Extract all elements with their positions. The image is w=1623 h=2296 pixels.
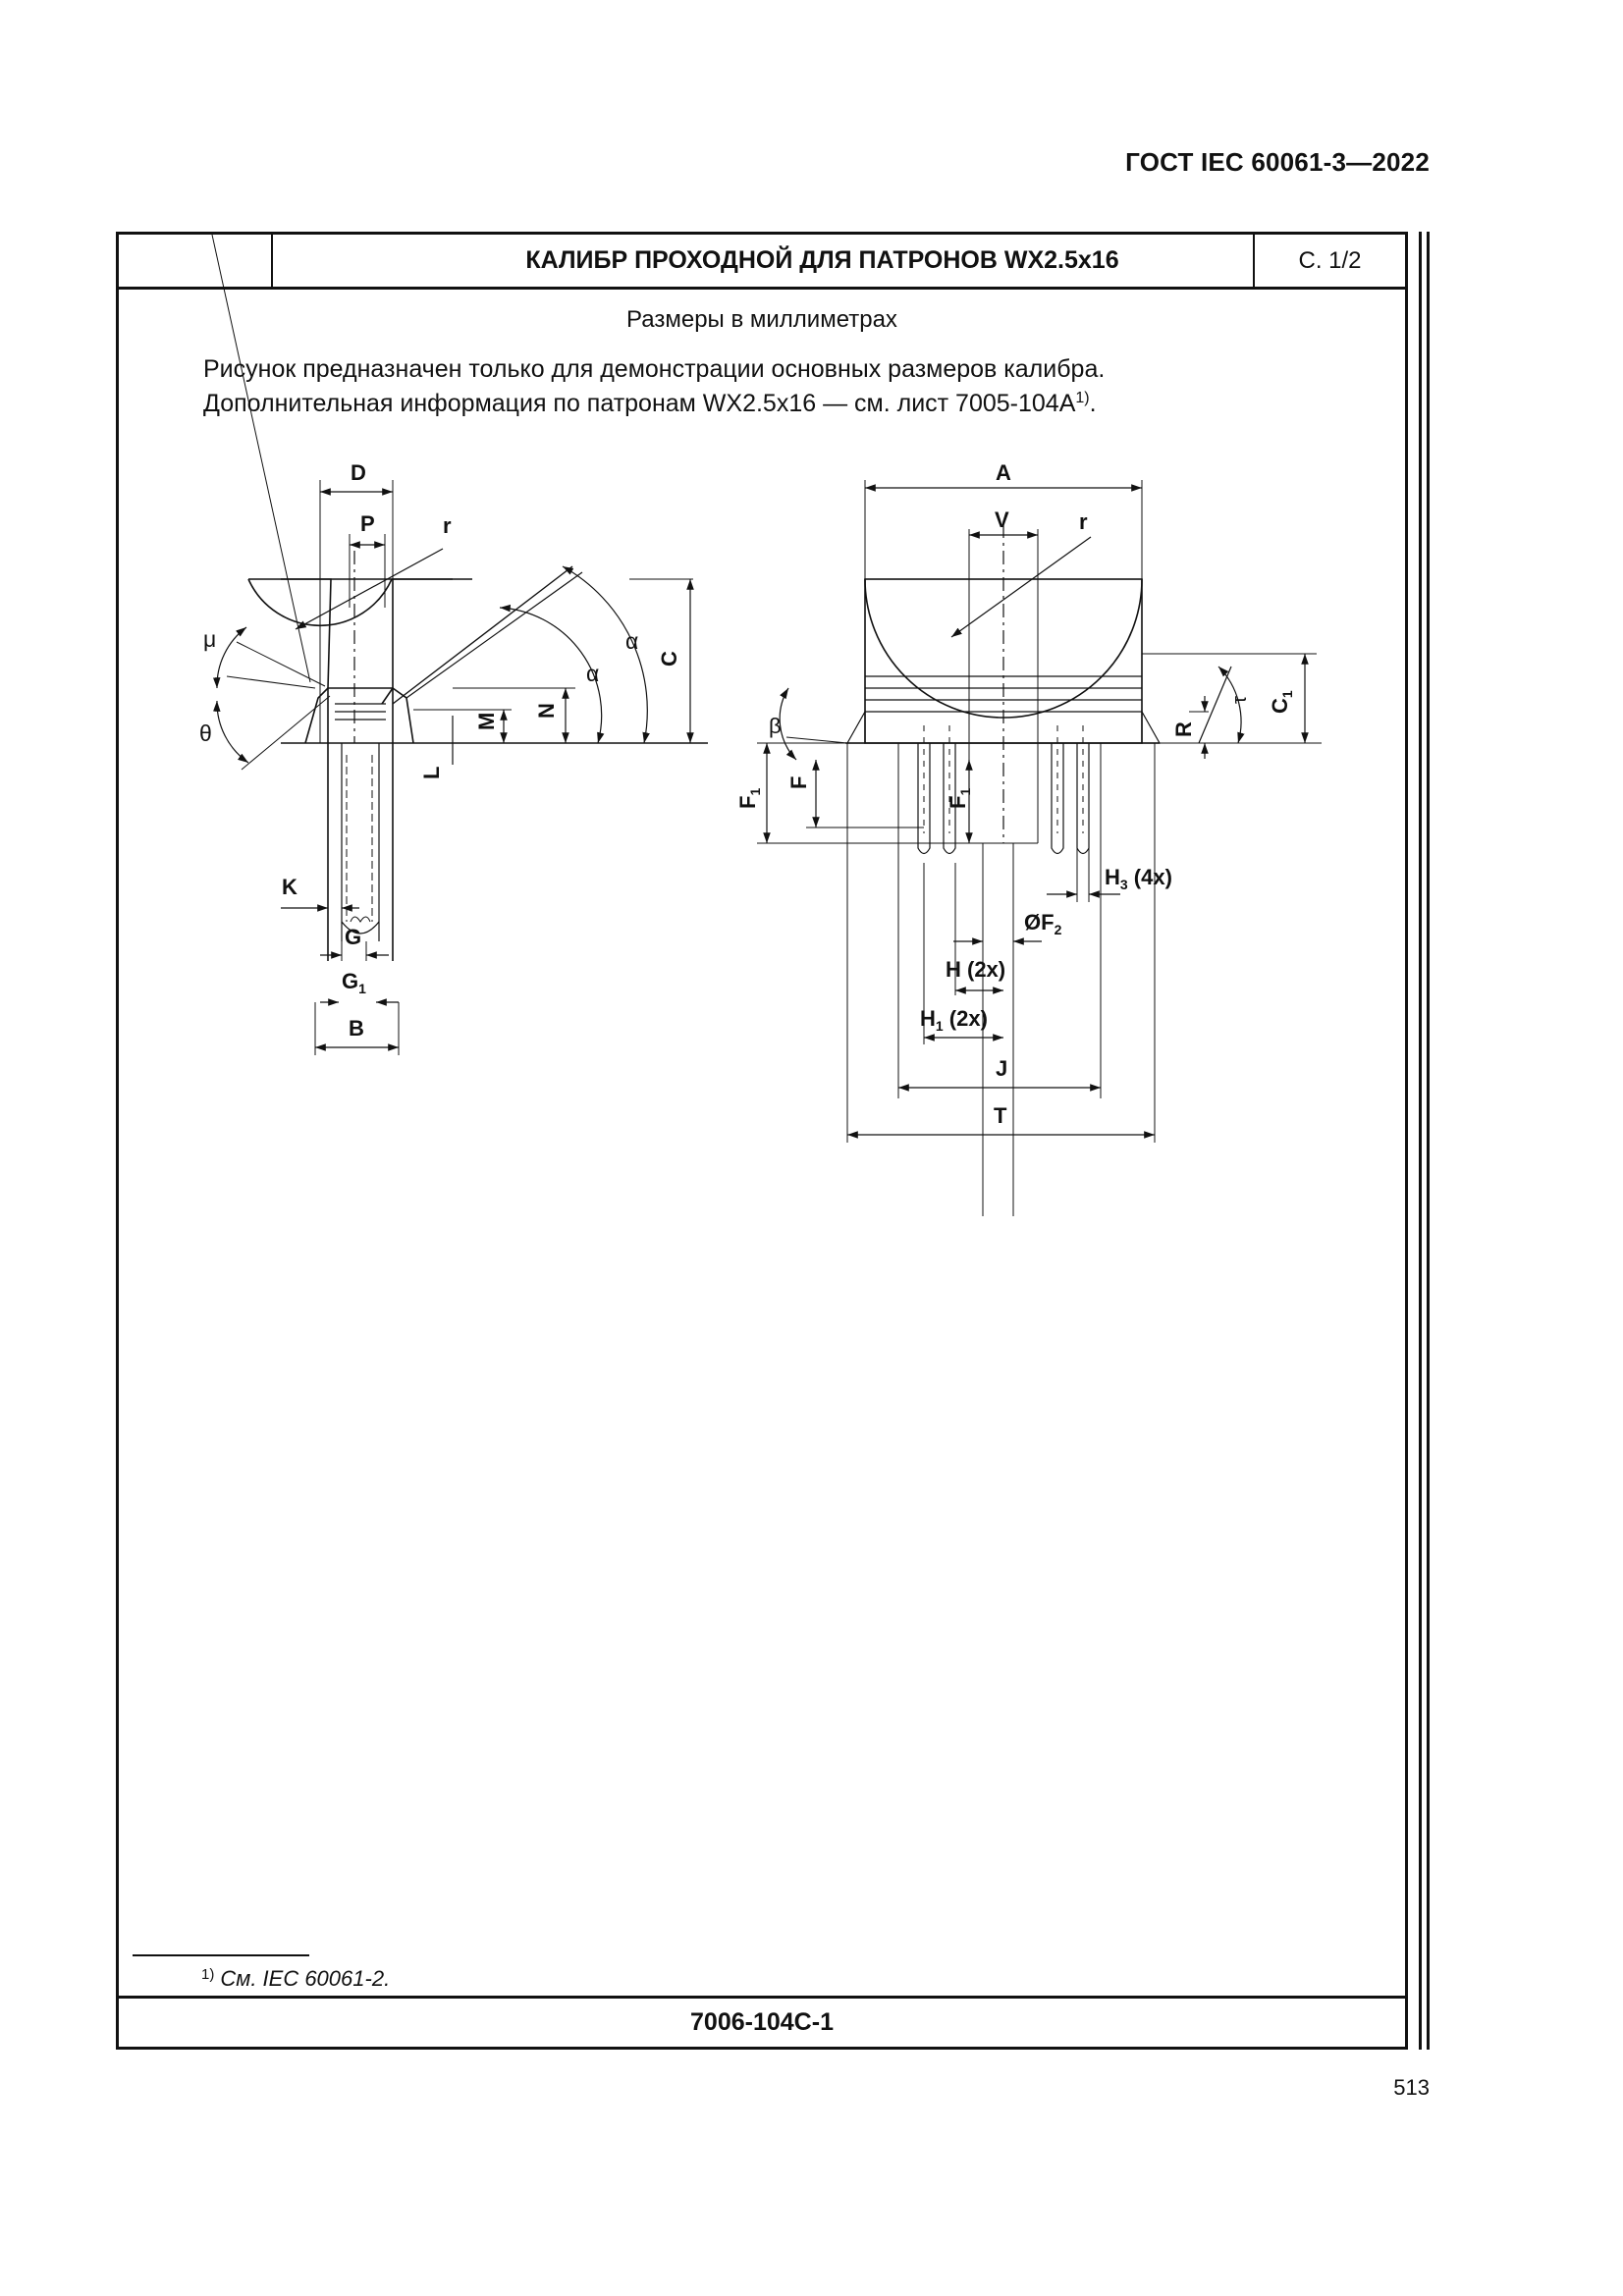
label-F2: $ØF_2$ — [1024, 910, 1062, 937]
units-note: Размеры в миллиметрах — [626, 306, 897, 333]
sheet-number: 7006-104C-1 — [119, 1996, 1405, 2047]
footnote-marker: 1) — [201, 1966, 215, 1983]
gauge-drawing — [119, 235, 1405, 1216]
label-F1-inner: $F_1$ — [946, 787, 973, 809]
label-F1-outer: $F_1$ — [735, 787, 763, 809]
label-K: K — [282, 875, 298, 899]
standard-designation: ГОСТ IEC 60061-3—2022 — [1125, 147, 1430, 177]
label-mu: μ — [203, 626, 217, 652]
sheet-title: КАЛИБР ПРОХОДНОЙ ДЛЯ ПАТРОНОВ WX2.5x16 — [525, 246, 1119, 274]
label-T: T — [994, 1103, 1007, 1128]
right-view — [735, 460, 1322, 1216]
footnote-separator — [133, 1954, 309, 1956]
label-tau: τ — [1229, 696, 1251, 704]
label-D: D — [351, 460, 366, 485]
label-right-r: r — [1079, 509, 1088, 534]
page-number: 513 — [1393, 2075, 1430, 2100]
left-view — [199, 235, 708, 1055]
label-H1: $H_1$ (2x) — [920, 1006, 988, 1034]
label-F: F — [786, 775, 811, 789]
intro-line-2-text: Дополнительная информация по патронам WX2.5x16 — см. лист 7005-104A — [203, 390, 1076, 417]
label-G1: $G_1$ — [342, 969, 366, 996]
label-B: B — [349, 1016, 364, 1041]
right-margin-rule-2 — [1427, 232, 1430, 2050]
footnote-reference[interactable]: 1) — [1075, 390, 1090, 406]
footnote — [201, 1966, 390, 1992]
left-gauge-top-surface — [248, 579, 453, 688]
intro-line-2-end: . — [1089, 390, 1097, 417]
footnote-text: См. IEC 60061-2. — [220, 1966, 391, 1991]
intro-line-1: Рисунок предназначен только для демонстрации основных размеров калибра. — [203, 355, 1106, 383]
label-left-r: r — [443, 513, 452, 538]
label-M: M — [474, 712, 499, 730]
label-P: P — [360, 511, 375, 536]
label-alpha-outer: α — [625, 628, 639, 654]
drawing-sheet-frame — [116, 232, 1408, 2050]
label-C1: $C_1$ — [1268, 690, 1295, 714]
label-V: V — [995, 507, 1009, 532]
label-G: G — [345, 925, 362, 949]
label-theta: θ — [199, 721, 212, 746]
right-margin-rule-1 — [1419, 232, 1422, 2050]
label-H: H (2x) — [946, 957, 1006, 982]
label-A: A — [996, 460, 1011, 485]
label-alpha-inner: α — [586, 661, 600, 686]
label-beta: β — [769, 714, 782, 738]
sheet-page-indicator: С. 1/2 — [1253, 235, 1405, 287]
label-R: R — [1171, 721, 1196, 737]
label-N: N — [534, 703, 559, 719]
label-H3: $H_3$ (4x) — [1105, 865, 1172, 892]
label-J: J — [996, 1056, 1008, 1081]
label-C: C — [657, 651, 681, 667]
label-L: L — [419, 766, 444, 779]
